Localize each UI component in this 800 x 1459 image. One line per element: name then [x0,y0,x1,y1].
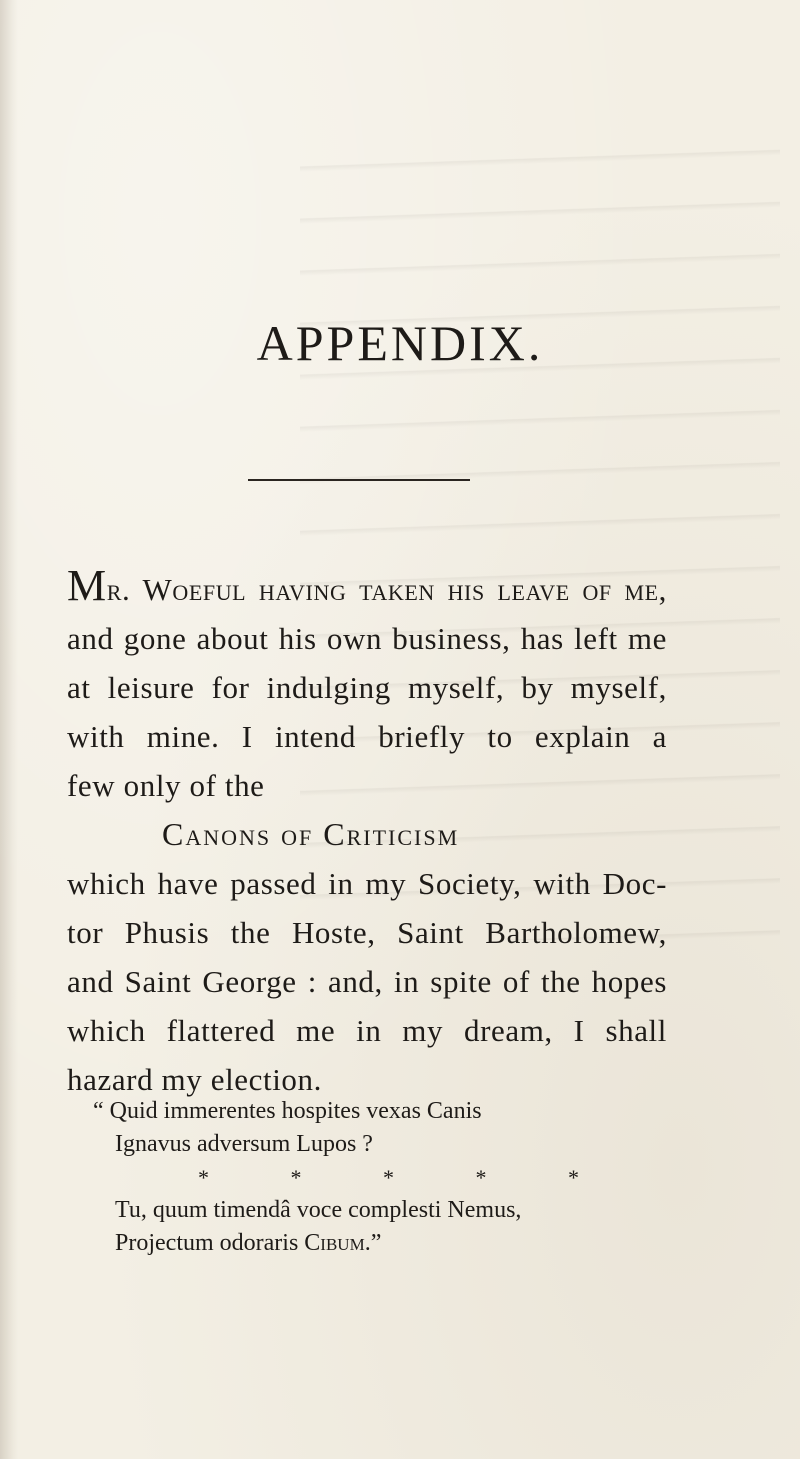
quote-small-caps-word: Cibum [304,1230,365,1256]
body-line-8: and Saint George : and, in spite of the hopes [67,964,667,999]
body-line-4: with mine. I intend briefly to explain a [67,719,667,754]
body-line-10: hazard my election. [67,1062,322,1097]
page-gutter-shadow [0,0,18,1459]
body-paragraph [67,561,667,1104]
page-title: APPENDIX. [256,315,544,371]
quote-line-4-end: .” [364,1230,382,1256]
quote-line-4 [93,1227,563,1260]
body-line-1-text: r. Woeful having taken his leave of me, [106,572,667,607]
body-line-1 [67,561,667,614]
body-line-9: which flattered me in my dream, I shall [67,1013,667,1048]
title-rule [248,479,470,481]
drop-capital: M [67,561,107,610]
body-line-6: which have passed in my Society, with Doc- [67,866,667,901]
latin-quotation [93,1095,617,1260]
body-line-3: at leisure for indulging myself, by myself, [67,670,667,705]
quote-line-2: Ignavus adversum Lupos ? [115,1131,373,1157]
body-line-5: few only of the [67,768,265,803]
asterisk-separator: * * * * * [198,1165,617,1190]
quote-line-3: Tu, quum timendâ voce complesti Nemus, [115,1197,522,1223]
quote-line-4-start: Projectum odoraris [115,1230,305,1256]
body-line-2: and gone about his own business, has left me [67,621,667,656]
quote-line-1: “ Quid immerentes hospites vexas Canis [93,1098,482,1124]
section-heading: Canons of Criticism [162,816,460,852]
body-line-7: tor Phusis the Hoste, Saint Bartholomew, [67,915,667,950]
